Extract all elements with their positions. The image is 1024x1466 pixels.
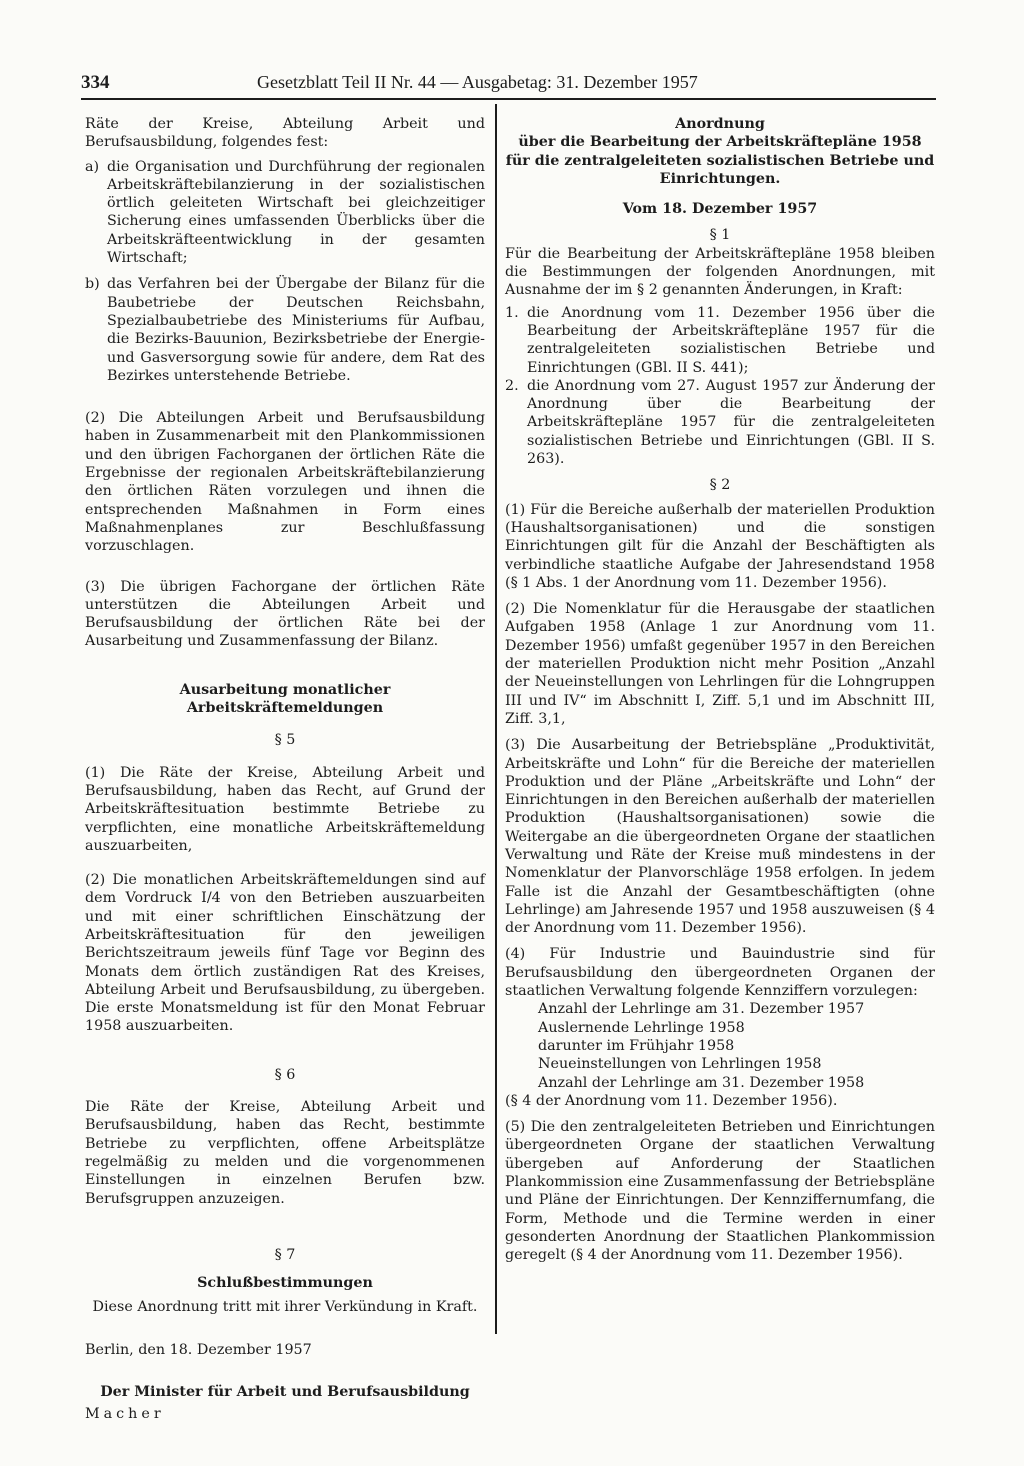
section-number: § 5 [274,732,296,749]
paragraph: (4) Für Industrie und Bauindustrie sind für Berufsausbildung den übergeordneten Organen der staatlichen Verwaltung folgende Kennziffern vorzulegen: [505,946,935,1000]
kennziffern-list [505,1000,935,1091]
place-date: Berlin, den 18. Dezember 1957 [85,1341,312,1358]
document-title: Anordnung [675,116,765,132]
list-item: a) die Organisation und Durchführung der regionalen Arbeitskräftebilanzierung in der sozialistischen örtlich geleiteten Wirtschaft bei gleichzeitiger Sicherung eines umfassenden Überblicks über die Arbeitskräfteentwicklung in der gesamten Wirtschaft; [85,158,485,267]
list-item: b) das Verfahren bei der Übergabe der Bilanz für die Baubetriebe der Deutschen Reichsbahn, Spezialbaubetriebe des Ministeriums für Aufbau, die Bezirks-Bauunion, Bezirksbetriebe der Energie- und Gasversorgung sowie für andere, dem Rat des Bezirkes unterstehende Betriebe. [85,276,485,384]
paragraph: (3) Die übrigen Fachorgane der örtlichen Räte unterstützen die Abteilungen Arbeit und Berufsausbildung der örtlichen Räte bei der Ausarbeitung und Zusammenfassung der Bilanz. [85,578,485,650]
paragraph: (2) Die Nomenklatur für die Herausgabe der staatlichen Aufgaben 1958 (Anlage 1 zur Anordnung vom 11. Dezember 1956) umfaßt gegenüber 1957 in den Bereichen der materiellen Produktion nicht mehr Position „Anzahl der Neueinstellungen von Lehrlingen für die Lohngruppen III und IV“ im Abschnitt I, Ziff. 5,1 und im Abschnitt III, Ziff. 3,1, [505,601,935,727]
left-column [85,115,485,1424]
paragraph: Die Räte der Kreise, Abteilung Arbeit und Berufsausbildung, haben das Recht, bestimmte Betriebe zu verpflichten, offene Arbeitsplätze regelmäßig zu melden und die vorgenommenen Einstellungen in einzelnen Berufen bzw. Berufsgruppen anzuzeigen. [85,1099,485,1207]
paragraph: (2) Die monatlichen Arbeitskräftemeldungen sind auf dem Vordruck I/4 von den Betrieben auszuarbeiten und mit einer schriftlichen Einschätzung der Arbeitskräftesituation für den jeweiligen Berichtszeitraum jeweils fünf Tage vor Beginn des Monats dem örtlich zuständigen Rat des Kreises, Abteilung Arbeit und Berufsausbildung, zu übergeben. Die erste Monatsmeldung ist für den Monat Februar 1958 auszuarbeiten. [85,872,485,1035]
page-number: 334 [81,72,110,93]
list-item: 2. die Anordnung vom 27. August 1957 zur Änderung der Anordnung über die Bearbeitung der Arbeitskräftepläne 1957 für die zentralgeleiteten sozialistischen Betriebe und Einrichtungen (GBl. II S. 263). [505,377,935,468]
section-number: § 1 [709,227,731,244]
list-item: Anzahl der Lehrlinge am 31. Dezember 1958 [538,1074,865,1091]
paragraph: (1) Für die Bereiche außerhalb der materiellen Produktion (Haushaltsorganisationen) und die sonstigen Einrichtungen gilt für die Anzahl der Beschäftigten als verbindliche staatliche Aufgabe der Jahresendstand 1958 (§ 1 Abs. 1 der Anordnung vom 11. Dezember 1956). [505,501,935,591]
intro-text: Räte der Kreise, Abteilung Arbeit und Berufsausbildung, folgendes fest: [85,116,485,151]
paragraph: (5) Die den zentralgeleiteten Betrieben und Einrichtungen übergeordneten Organe der staatlichen Verwaltung übergeben auf Anforderung der Staatlichen Plankommission eine Zusammenfassung der Betriebspläne und Pläne der Einrichtungen. Der Kennziffernumfang, die Form, Methode und die Termine werden in einer gesonderten Anordnung der Staatlichen Plankommission geregelt (§ 4 der Anordnung vom 11. Dezember 1956). [505,1119,935,1264]
right-column [505,115,935,1265]
section-heading: Schlußbestimmungen [197,1275,373,1292]
list-item: Auslernende Lehrlinge 1958 [538,1019,745,1036]
section-number: § 2 [709,477,731,494]
section-number: § 6 [274,1066,296,1083]
page-header [81,68,936,100]
list-item: Anzahl der Lehrlinge am 31. Dezember 1957 [538,1001,865,1018]
list-item: darunter im Frühjahr 1958 [538,1037,735,1054]
document-subtitle: über die Bearbeitung der Arbeitskräftepläne 1958 für die zentralgeleiteten sozialistischen Betriebe und Einrichtungen. [505,134,935,187]
paragraph: Diese Anordnung tritt mit ihrer Verkündung in Kraft. [92,1299,478,1316]
signer-name: Macher [85,1406,165,1423]
list-item: 1. die Anordnung vom 11. Dezember 1956 über die Bearbeitung der Arbeitskräftepläne 1957 für die zentralgeleiteten sozialistischen Betriebe und Einrichtungen (GBl. II S. 441); [505,304,935,376]
section-number: § 7 [274,1246,296,1263]
column-divider [495,104,497,1334]
signer-title: Der Minister für Arbeit und Berufsausbildung [100,1384,470,1401]
running-title: Gesetzblatt Teil II Nr. 44 — Ausgabetag: 31. Dezember 1957 [257,72,698,92]
paragraph: Für die Bearbeitung der Arbeitskräftepläne 1958 bleiben die Bestimmungen der folgenden Anordnungen, mit Ausnahme der im § 2 genannten Änderungen, in Kraft: [505,245,935,299]
list-item: Neueinstellungen von Lehrlingen 1958 [538,1056,822,1073]
paragraph: (3) Die Ausarbeitung der Betriebspläne „Produktivität, Arbeitskräfte und Lohn“ für die Bereiche der materiellen Produktion und der Pläne „Arbeitskräfte und Lohn“ der Einrichtungen in den Bereichen außerhalb der materiellen Produktion (Haushaltsorganisationen) sowie die Weitergabe an die übergeordneten Organe der staatlichen Verwaltung und Räte der Kreise muß mindestens in der Nomenklatur der Planvorschläge 1958 erfolgen. In jedem Falle ist die Anzahl der Gesamtbeschäftigten (ohne Lehrlinge) am Jahresende 1957 und 1958 auszuweisen (§ 4 der Anordnung vom 11. Dezember 1956). [505,737,935,937]
paragraph: (1) Die Räte der Kreise, Abteilung Arbeit und Berufsausbildung, haben das Recht, auf Grund der Arbeitskräftesituation bestimmte Betriebe zu verpflichten, eine monatliche Arbeitskräftemeldung auszuarbeiten, [85,764,485,854]
section-heading: Ausarbeitung monatlicher Arbeitskräftemeldungen [179,681,391,717]
paragraph: (§ 4 der Anordnung vom 11. Dezember 1956). [505,1092,838,1109]
document-date: Vom 18. Dezember 1957 [622,201,818,218]
paragraph: (2) Die Abteilungen Arbeit und Berufsausbildung haben in Zusammenarbeit mit den Plankommissionen und den übrigen Fachorganen der örtlichen Räte die Ergebnisse der regionalen Arbeitskräftebilanzierung den örtlichen Räten vorzulegen und ihnen die entsprechenden Maßnahmen in Form eines Maßnahmenplanes zur Beschlußfassung vorzuschlagen. [85,410,485,555]
